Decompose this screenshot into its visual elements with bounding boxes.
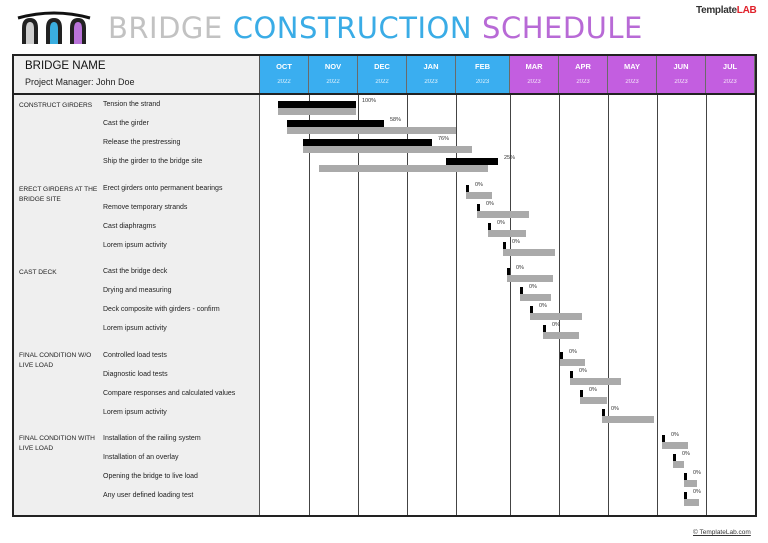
grid-line — [358, 95, 359, 515]
task-name: Drying and measuring — [103, 287, 172, 294]
grid-line — [407, 95, 408, 515]
planned-bar — [287, 127, 456, 134]
task-name: Cast the girder — [103, 120, 149, 127]
actual-progress-bar — [477, 204, 480, 211]
actual-progress-bar — [580, 390, 583, 397]
progress-percent: 0% — [475, 182, 483, 188]
month-label: JUN — [673, 62, 689, 71]
month-label: JAN — [423, 62, 439, 71]
actual-progress-bar — [673, 454, 676, 461]
month-apr — [559, 56, 608, 93]
actual-progress-bar — [507, 268, 510, 275]
progress-percent: 0% — [611, 406, 619, 412]
actual-progress-bar — [602, 409, 605, 416]
task-name: Release the prestressing — [103, 139, 181, 146]
actual-progress-bar — [287, 120, 384, 127]
actual-progress-bar — [503, 242, 506, 249]
task-name: Installation of an overlay — [103, 454, 179, 461]
actual-progress-bar — [466, 185, 469, 192]
actual-progress-bar — [303, 139, 432, 146]
month-label: MAR — [525, 62, 543, 71]
progress-percent: 76% — [438, 136, 450, 142]
templatelab-brand: TemplateLAB — [696, 5, 757, 16]
year-label: 2023 — [527, 79, 541, 85]
progress-percent: 0% — [539, 303, 547, 309]
task-name: Cast diaphragms — [103, 223, 156, 230]
group-label: FINAL CONDITION W/O LIVE LOAD — [19, 352, 92, 369]
progress-percent: 0% — [579, 368, 587, 374]
planned-bar — [560, 359, 585, 366]
year-label: 2022 — [277, 79, 291, 85]
group-label: CONSTRUCT GIRDERS — [19, 102, 93, 109]
bridge-logo-icon — [16, 10, 92, 46]
task-name: Lorem ipsum activity — [103, 409, 167, 416]
progress-percent: 100% — [362, 98, 377, 104]
planned-bar — [507, 275, 553, 282]
planned-bar — [570, 378, 621, 385]
progress-percent: 0% — [682, 451, 690, 457]
actual-progress-bar — [446, 158, 498, 165]
task-name: Any user defined loading test — [103, 492, 194, 499]
year-label: 2023 — [723, 79, 737, 85]
actual-progress-bar — [684, 492, 687, 499]
month-jan — [407, 56, 456, 93]
month-label: FEB — [475, 62, 490, 71]
month-jun — [657, 56, 706, 93]
grid-line — [559, 95, 560, 515]
actual-progress-bar — [570, 371, 573, 378]
month-feb — [456, 56, 510, 93]
actual-progress-bar — [684, 473, 687, 480]
task-name: Erect girders onto permanent bearings — [103, 185, 223, 192]
month-label: MAY — [624, 62, 640, 71]
month-may — [608, 56, 657, 93]
planned-bar — [488, 230, 526, 237]
actual-progress-bar — [520, 287, 523, 294]
progress-percent: 0% — [552, 322, 560, 328]
year-label: 2023 — [424, 79, 438, 85]
project-manager: Project Manager: John Doe — [25, 77, 135, 87]
planned-bar — [503, 249, 555, 256]
progress-percent: 0% — [569, 349, 577, 355]
task-name: Diagnostic load tests — [103, 371, 168, 378]
task-name: Installation of the railing system — [103, 435, 201, 442]
actual-progress-bar — [530, 306, 533, 313]
progress-percent: 0% — [589, 387, 597, 393]
actual-progress-bar — [560, 352, 563, 359]
copyright-link[interactable]: © TemplateLab.com — [693, 529, 751, 536]
title-word-construction: CONSTRUCTION — [232, 11, 473, 45]
task-name: Deck composite with girders - confirm — [103, 306, 220, 313]
year-label: 2022 — [326, 79, 340, 85]
task-name: Remove temporary strands — [103, 204, 188, 211]
schedule-table — [12, 54, 757, 517]
year-label: 2023 — [475, 79, 490, 85]
progress-percent: 0% — [497, 220, 505, 226]
grid-line — [657, 95, 658, 515]
page-title — [108, 10, 643, 46]
month-dec — [358, 56, 407, 93]
planned-bar — [673, 461, 684, 468]
month-mar — [510, 56, 559, 93]
month-label: APR — [575, 62, 591, 71]
actual-progress-bar — [488, 223, 491, 230]
month-oct — [260, 56, 309, 93]
year-label: 2023 — [625, 79, 639, 85]
actual-progress-bar — [662, 435, 665, 442]
progress-percent: 0% — [486, 201, 494, 207]
month-jul — [706, 56, 755, 93]
progress-percent: 0% — [693, 489, 701, 495]
month-nov — [309, 56, 358, 93]
title-word-schedule: SCHEDULE — [482, 11, 643, 45]
task-name: Ship the girder to the bridge site — [103, 158, 203, 165]
planned-bar — [303, 146, 472, 153]
planned-bar — [684, 499, 699, 506]
grid-line — [608, 95, 609, 515]
task-name: Opening the bridge to live load — [103, 473, 198, 480]
planned-bar — [580, 397, 607, 404]
progress-percent: 25% — [504, 155, 516, 161]
progress-percent: 0% — [529, 284, 537, 290]
group-label: ERECT GIRDERS AT THE BRIDGE SITE — [19, 186, 98, 203]
month-label: DEC — [374, 62, 390, 71]
progress-percent: 0% — [693, 470, 701, 476]
planned-bar — [319, 165, 488, 172]
progress-percent: 0% — [671, 432, 679, 438]
planned-bar — [466, 192, 492, 199]
group-label: CAST DECK — [19, 269, 57, 276]
planned-bar — [684, 480, 697, 487]
month-label: JUL — [722, 62, 738, 71]
task-name: Lorem ipsum activity — [103, 325, 167, 332]
progress-percent: 0% — [516, 265, 524, 271]
month-label: OCT — [276, 62, 292, 71]
actual-progress-bar — [278, 101, 356, 108]
planned-bar — [662, 442, 688, 449]
bridge-name: BRIDGE NAME — [25, 60, 106, 72]
task-name: Tension the strand — [103, 101, 161, 108]
month-label: NOV — [324, 62, 342, 71]
planned-bar — [520, 294, 551, 301]
progress-percent: 0% — [512, 239, 520, 245]
planned-bar — [543, 332, 579, 339]
title-word-bridge: BRIDGE — [108, 11, 223, 45]
year-label: 2023 — [674, 79, 688, 85]
grid-line — [309, 95, 310, 515]
planned-bar — [530, 313, 582, 320]
task-name: Compare responses and calculated values — [103, 390, 236, 397]
task-name: Lorem ipsum activity — [103, 242, 167, 249]
planned-bar — [278, 108, 356, 115]
group-label: FINAL CONDITION WITH LIVE LOAD — [19, 435, 95, 452]
grid-line — [706, 95, 707, 515]
year-label: 2023 — [576, 79, 590, 85]
task-name: Cast the bridge deck — [103, 268, 168, 275]
task-name: Controlled load tests — [103, 352, 167, 359]
planned-bar — [477, 211, 529, 218]
actual-progress-bar — [543, 325, 546, 332]
project-info — [14, 56, 260, 93]
year-label: 2022 — [375, 79, 389, 85]
progress-percent: 58% — [390, 117, 402, 123]
planned-bar — [602, 416, 654, 423]
task-list — [14, 95, 260, 515]
